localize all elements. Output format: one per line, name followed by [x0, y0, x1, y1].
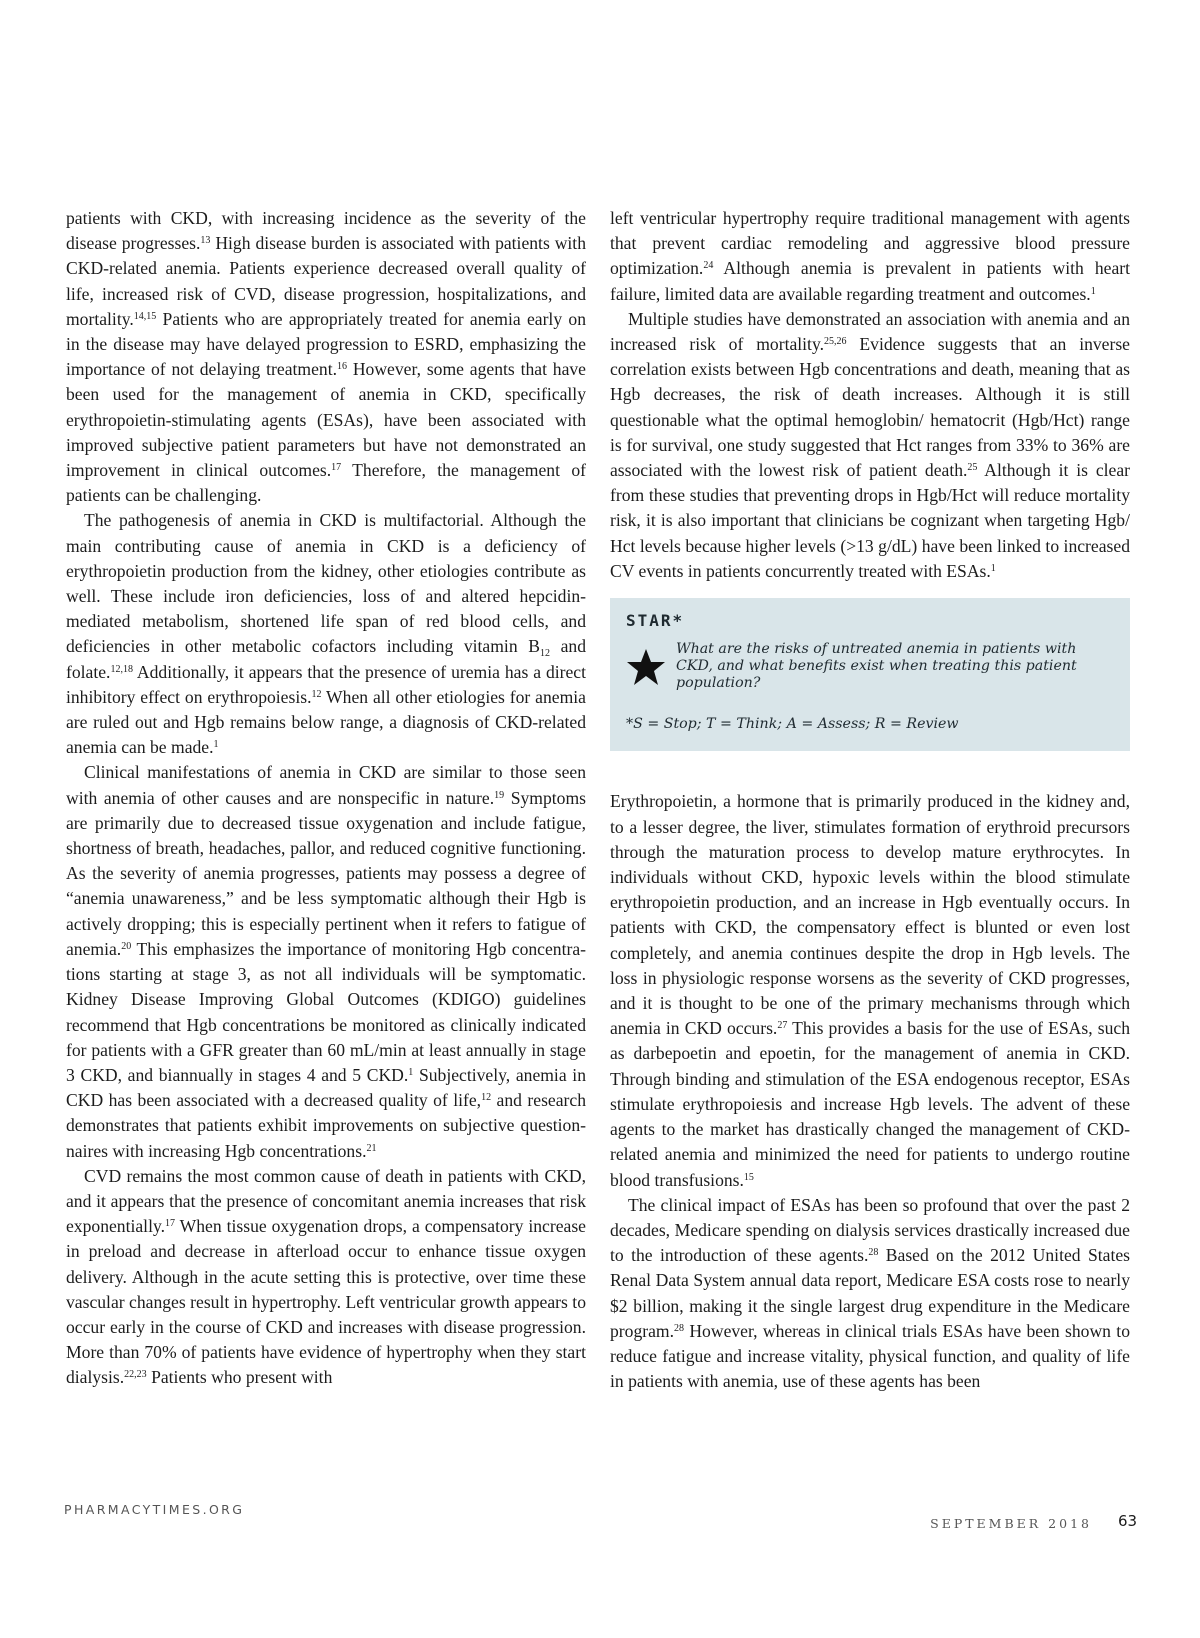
text-run: When all other etiologies for anemia are ruled out and Hgb remains below range, a diagnosis of CKD-related anemia can be made.	[66, 686, 586, 758]
citation-superscript: 28	[868, 1247, 879, 1259]
footer-site: PHARMACYTIMES.ORG	[64, 1502, 245, 1517]
text-run: However, whereas in clinical trials ESAs have been shown to reduce fatigue and increase vitality, physical function, and quality of life in patients with anemia, use of these agents has been	[610, 1320, 1130, 1392]
paragraph	[66, 1164, 586, 1391]
citation-superscript: 13	[200, 235, 211, 247]
text-run: Evidence suggests that an inverse correlation exists between Hgb concentrations and death, meaning that as Hgb decreases, the risk of death increases. Although it is still questionable what the optimal hemoglobin/ hematocrit (Hgb/Hct) range is for survival, one study suggested that Hct ranges from 33% to 36% are associated with the lowest risk of patient death.	[610, 334, 1130, 481]
text-run: Patients who present with	[146, 1367, 333, 1388]
citation-superscript: 28	[674, 1322, 685, 1334]
text-run: left ventricular hypertrophy require traditional management with agents that prevent cardiac remodeling and aggressive blood pressure optimization.	[610, 208, 1130, 279]
star-callout-title: STAR*	[626, 611, 685, 631]
star-callout-body	[626, 641, 1114, 692]
citation-superscript: 1	[213, 739, 219, 751]
text-run: Symptoms are primarily due to decreased tissue oxygenation and include fatigue, shortness of breath, headaches, pallor, and reduced cognitive functioning. As the severity of anemia progresses, patients may possess a degree of “anemia unawareness,” and be less symptomatic although their Hgb is actively dropping; this is especially pertinent when it refers to fatigue of anemia.	[66, 787, 586, 959]
star-callout-box	[610, 598, 1130, 751]
star-icon	[626, 647, 666, 687]
text-run: However, some agents that have been used for the management of anemia in CKD, specifically erythropoietin-stimulating agents (ESAs), have been associated with improved subjective patient parameters but have not demonstrated an improvement in clinical outcomes.	[66, 359, 586, 481]
citation-superscript: 12	[481, 1092, 492, 1104]
right-column	[610, 206, 1130, 1394]
text-run: and research demonstrates that patients exhibit improvements on subjective questionnaires with increasing Hgb concentrations.	[66, 1090, 587, 1161]
page-number: 63	[1118, 1512, 1138, 1530]
paragraph	[610, 789, 1130, 1192]
text-run: The pathogenesis of anemia in CKD is multifactorial. Although the main contributing cause of anemia in CKD is a deficiency of erythropoietin production from the kidney, other etiologies contribute as well. These include iron deficiencies, loss of and altered hepcidin-mediated metabolism, shortened life span of red blood cells, and deficiencies in other metabolic cofactors including vitamin B	[66, 510, 586, 657]
star-callout-question: What are the risks of untreated anemia in patients with CKD, and what benefits exist when treating this patient population?	[676, 641, 1077, 692]
paragraph	[66, 760, 586, 1163]
subscript: 12	[539, 648, 550, 660]
citation-superscript: 17	[331, 462, 342, 474]
paragraph	[66, 508, 586, 760]
citation-superscript: 12	[311, 688, 322, 700]
text-run: Although it is clear from these studies that preventing drops in Hgb/Hct will reduce mortality risk, it is also important that clinicians be cognizant when targeting Hgb/ Hct levels because higher levels (>13 g/dL) have been linked to increased CV events in patients concurrently treated with ESAs.	[610, 460, 1130, 581]
citation-superscript: 1	[990, 562, 996, 574]
citation-superscript: 14,15	[133, 310, 157, 322]
citation-superscript: 17	[165, 1218, 176, 1230]
paragraph	[610, 1193, 1130, 1395]
text-run: Additionally, it appears that the presence of uremia has a direct inhibitory effect on erythropoiesis.	[66, 661, 586, 707]
text-run: Subjectively, anemia in CKD has been associated with a decreased quality of life,	[66, 1064, 586, 1111]
text-run: When tissue oxygenation drops, a compensatory increase in preload and decrease in afterload occur to enhance tissue oxygen delivery. Although in the acute setting this is protective, over time these vascular changes result in hypertrophy. Left ventricular growth appears to occur early in the course of CKD and increases with disease progression. More than 70% of patients have evidence of hypertrophy when they start dialysis.	[66, 1216, 586, 1388]
paragraph	[610, 307, 1130, 584]
citation-superscript: 27	[777, 1020, 788, 1032]
footer-issue: SEPTEMBER 2018	[930, 1516, 1092, 1531]
text-run: Based on the 2012 United States Renal Data System annual data report, Medicare ESA costs rose to nearly $2 billion, making it the single largest drug expenditure in the Medicare program.	[610, 1245, 1130, 1341]
citation-superscript: 22,23	[124, 1369, 147, 1381]
text-run: This emphasizes the importance of monitoring Hgb concentrations starting at stage 3, as not all individuals will be symptomatic. Kidney Disease Improving Global Outcomes (KDIGO) guidelines recommend that Hgb concentrations be monitored as clinically indicated for patients with a GFR greater than 60 mL/min at least annually in stage 3 CKD, and biannually in stages 4 and 5 CKD.	[66, 938, 586, 1085]
citation-superscript: 1	[1090, 285, 1096, 297]
left-column	[66, 206, 586, 1391]
text-run: Clinical manifestations of anemia in CKD are similar to those seen with anemia of other causes and are nonspecific in nature.	[66, 762, 586, 808]
text-run: patients with CKD, with increasing incidence as the severity of the disease progresses.	[66, 208, 586, 254]
citation-superscript: 24	[703, 260, 714, 272]
text-run: This provides a basis for the use of ESAs, such as darbepoetin and epoetin, for the management of anemia in CKD. Through binding and stimulation of the ESA endogenous receptor, ESAs stimulate erythropoiesis and increase Hgb levels. The advent of these agents to the market has drastically changed the management of CKD-related anemia and minimized the need for patients to undergo routine blood transfusions.	[610, 1018, 1130, 1190]
citation-superscript: 25	[967, 462, 978, 474]
text-run: Although anemia is prevalent in patients with heart failure, limited data are available regarding treatment and outcomes.	[610, 258, 1130, 304]
citation-superscript: 16	[337, 361, 347, 373]
text-run: Therefore, the management of patients can be challenging.	[66, 460, 586, 506]
citation-superscript: 1	[408, 1066, 414, 1078]
paragraph	[66, 206, 586, 508]
citation-superscript: 25,26	[824, 336, 847, 348]
text-run: Multiple studies have demonstrated an association with anemia and an increased risk of mortality.	[610, 308, 1130, 355]
citation-superscript: 21	[366, 1142, 377, 1154]
citation-superscript: 12,18	[110, 663, 133, 675]
star-callout-legend: *S = Stop; T = Think; A = Assess; R = Review	[626, 716, 959, 733]
citation-superscript: 20	[121, 940, 132, 952]
text-run: CVD remains the most common cause of death in patients with CKD, and it appears that the presence of concomitant anemia increases that risk exponentially.	[66, 1165, 586, 1237]
text-run: The clinical impact of ESAs has been so profound that over the past 2 decades, Medicare spending on dialysis services drastically increased due to the introduction of these agents.	[610, 1194, 1130, 1266]
citation-superscript: 19	[494, 789, 505, 801]
text-run: High disease burden is associated with patients with CKD-related anemia. Patients experience decreased overall quality of life, increased risk of CVD, disease progression, hospitalizations, and mortality.	[66, 233, 586, 329]
text-run: Erythropoietin, a hormone that is primarily produced in the kidney and, to a lesser degree, the liver, stimulates formation of erythroid precursors through the maturation process to develop mature erythrocytes. In individuals without CKD, hypoxic levels within the blood stimulate erythropoietin production, and an increase in Hgb eventually occurs. In patients with CKD, the compensatory effect is blunted or even lost completely, and anemia continues despite the drop in Hgb levels. The loss in physiologic response worsens as the severity of CKD progresses, and it is thought to be one of the primary mechanisms through which anemia in CKD occurs.	[610, 791, 1130, 1039]
citation-superscript: 15	[743, 1171, 754, 1183]
text-run: and folate.	[66, 636, 586, 682]
text-run: Patients who are appropriately treated for anemia early on in the disease may have delayed progression to ESRD, emphasizing the importance of not delaying treatment.	[66, 308, 586, 380]
paragraph	[610, 206, 1130, 307]
